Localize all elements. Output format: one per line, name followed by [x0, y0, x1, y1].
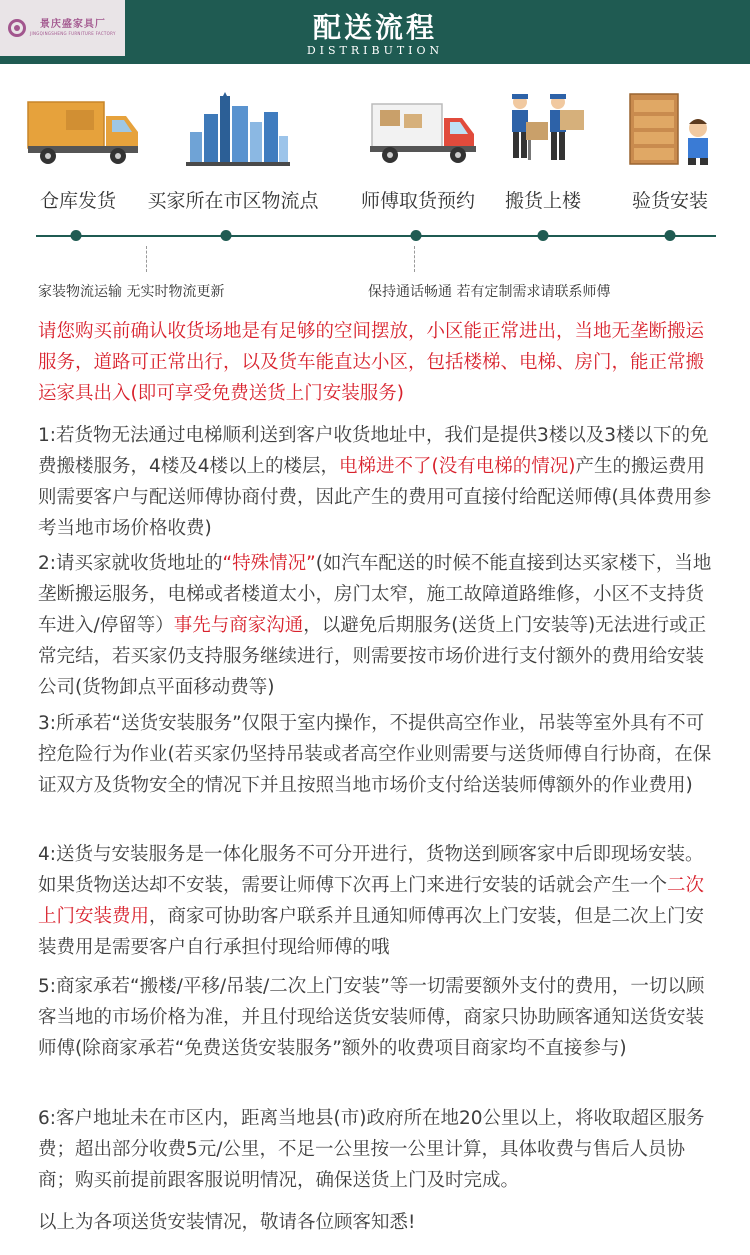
divider [146, 246, 147, 272]
timeline-dot [411, 230, 422, 241]
rule-1-text-cont: 产生的搬运费用则需要客户与配送师傅协商付费，因此产生的费用可直接付给配送师傅(具体费用参考当地市场价格收费) [38, 456, 712, 539]
step-label-warehouse: 仓库发货 [39, 190, 117, 212]
step-label-pickup-appointment: 师傅取货预约 [360, 190, 476, 212]
step-label-carry-upstairs: 搬货上楼 [504, 190, 582, 212]
rule-2-text-end: ，以避免后期服务(送货上门安装等)无法进行或正常完结，若买家仍支持服务继续进行，则需要按市场价进行支付额外的费用给安装公司(货物卸点平面移动费等) [38, 615, 707, 698]
timeline-dot [665, 230, 676, 241]
rule-2-highlight: “特殊情况” [222, 553, 316, 574]
rule-2-text: 2:请买家就收货地址的 [38, 553, 223, 574]
timeline-dot [221, 230, 232, 241]
timeline-dot [71, 230, 82, 241]
rule-3: 3:所承若“送货安装服务”仅限于室内操作，不提供高空作业，吊装等室外具有不可控危险行为作业(若买家仍坚持吊装或者高空作业则需要与送货师傅自行协商，在保证双方及货物安全的情况下并且按照当地市场价支付给送装师傅额外的作业费用) [38, 713, 712, 796]
rule-5: 5:商家承若“搬楼/平移/吊装/二次上门安装”等一切需要额外支付的费用，一切以顾客当地的市场价格为准，并且付现给送货安装师傅，商家只协助顾客通知送货安装师傅(除商家承若“免费送货安装服务”额外的收费项目商家均不直接参与) [38, 976, 705, 1059]
city-icon [186, 92, 290, 167]
step-label-city-logistics: 买家所在市区物流点 [147, 190, 319, 212]
page-subtitle: DISTRIBUTION [306, 44, 444, 57]
logistics-note: 家装物流运输 无实时物流更新 [38, 284, 225, 300]
rule-2-text-cont: (如汽车配送的时候不能直接到达买家楼下，当地垄断搬运服务，电梯或者楼道太小，房门太窄，施工故障道路维修，小区不支持货车进入/停留等） [38, 553, 712, 636]
contact-note: 保持通话畅通 若有定制需求请联系师傅 [368, 284, 611, 300]
timeline [36, 235, 716, 237]
rule-4-text: 4:送货与安装服务是一体化服务不可分开进行，货物送到顾客家中后即现场安装。如果货物送达却不安装，需要让师傅下次再上门来进行安装的话就会产生一个 [38, 844, 704, 896]
header-banner [0, 0, 750, 64]
intro-notice: 请您购买前确认收货场地是有足够的空间摆放，小区能正常进出，当地无垄断搬运服务，道路可正常出行，以及货车能直达小区，包括楼梯、电梯、房门，能正常搬运家具出入(即可享受免费送货上门安装服务) [38, 321, 705, 404]
rule-1-text: 1:若货物无法通过电梯顺利送到客户收货地址中，我们是提供3楼以及3楼以下的免费搬楼服务，4楼及4楼以上的楼层， [38, 425, 709, 477]
logo-name: 景庆盛家具厂 [39, 19, 106, 30]
divider [414, 246, 415, 272]
logo-english-name: JINGQINGSHENG FURNITURE FACTORY [30, 31, 116, 36]
cabinet-inspection-icon [626, 92, 714, 167]
delivery-truck-icon [366, 92, 478, 167]
step-label-inspect-install: 验货安装 [631, 190, 709, 212]
rule-6: 6:客户地址未在市区内，距离当地县(市)政府所在地20公里以上，将收取超区服务费；超出部分收费5元/公里，不足一公里按一公里计算，具体收费与售后人员协商；购买前提前跟客服说明情况，确保送货上门及时完成。 [38, 1108, 705, 1191]
rule-2 [38, 548, 714, 703]
rule-1-highlight: 电梯进不了(没有电梯的情况) [339, 456, 576, 477]
rule-1 [38, 420, 714, 544]
closing-note: 以上为各项送货安装情况，敬请各位顾客知悉! [38, 1212, 416, 1233]
rule-4-highlight: 二次上门安装费用 [38, 875, 705, 927]
truck-icon [26, 92, 140, 167]
movers-icon [498, 92, 588, 167]
timeline-dot [538, 230, 549, 241]
rule-4 [38, 839, 714, 963]
rule-2-highlight-2: 事先与商家沟通 [173, 615, 304, 636]
rule-4-text-cont: ，商家可协助客户联系并且通知师傅再次上门安装，但是二次上门安装费用是需要客户自行承担付现给师傅的哦 [38, 906, 705, 958]
page-title: 配送流程 [312, 11, 437, 44]
